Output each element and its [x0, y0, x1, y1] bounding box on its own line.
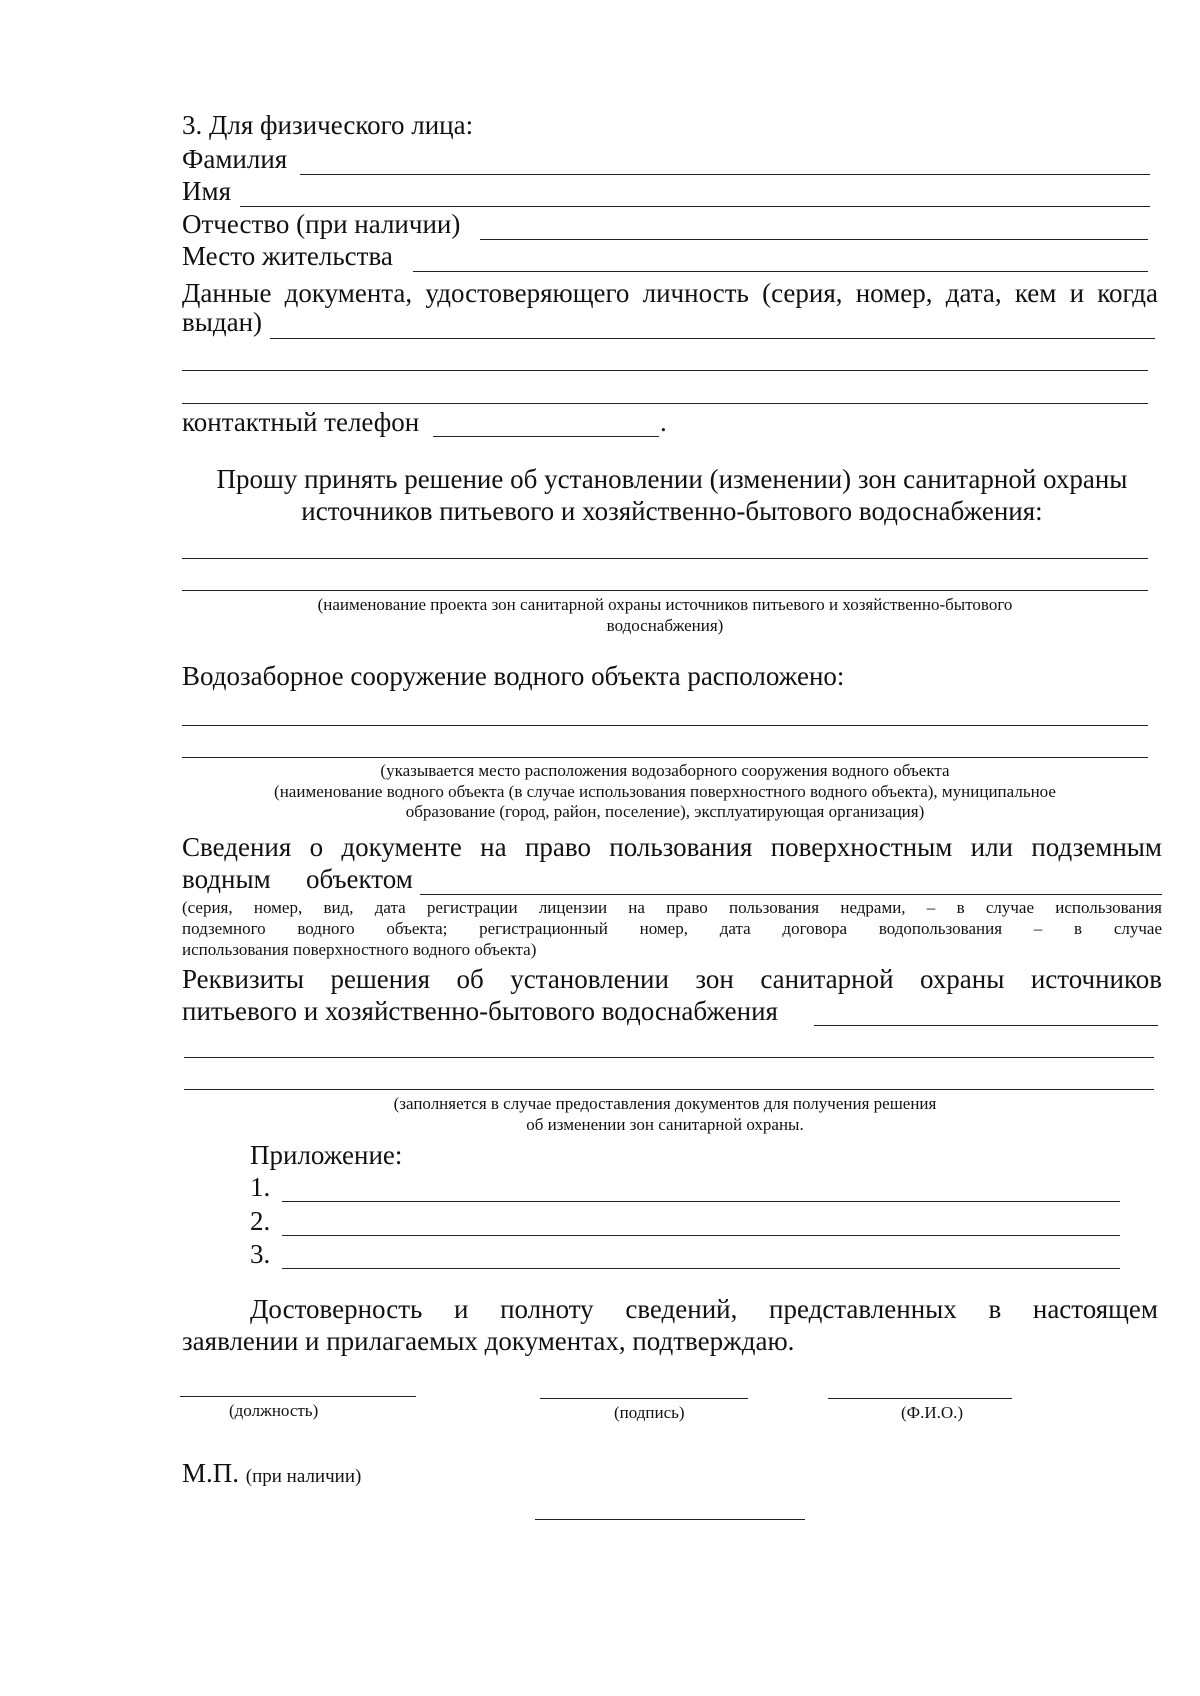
confirmation-line-2: заявлении и прилагаемых документах, подтверждаю. — [182, 1326, 795, 1356]
project-caption-line-2: водоснабжения) — [606, 616, 724, 636]
footer-rule — [535, 1519, 805, 1520]
residence-label: Место жительства — [182, 241, 393, 271]
project-name-caption — [182, 594, 1148, 637]
project-name-line-2[interactable] — [182, 590, 1148, 591]
project-name-line-1[interactable] — [182, 558, 1148, 559]
confirmation-line-1: Достоверность и полноту сведений, представленных в настоящем — [250, 1294, 1158, 1324]
intake-caption — [182, 761, 1148, 823]
intake-caption-line-1: (указывается место расположения водозаборного сооружения водного объекта — [380, 761, 950, 780]
phone-field-line[interactable] — [433, 436, 659, 437]
id-document-label-cont: выдан) — [182, 307, 263, 337]
rights-note-line-1: (серия, номер, вид, дата регистрации лицензии на право пользования недрами, – в случае использования — [182, 898, 1162, 917]
intake-line-2[interactable] — [182, 757, 1148, 758]
stamp-mp — [182, 1460, 361, 1487]
request-line-2: источников питьевого и хозяйственно-бытового водоснабжения: — [301, 496, 1043, 527]
name-label: Имя — [182, 176, 232, 206]
rights-line-2b: объектом — [306, 864, 413, 894]
attachment-field-line-1[interactable] — [282, 1201, 1120, 1202]
intake-title: Водозаборное сооружение водного объекта расположено: — [182, 661, 845, 691]
stamp-mp-note: (при наличии) — [245, 1466, 362, 1487]
attachment-number-3: 3. — [250, 1239, 271, 1269]
request-line-1: Прошу принять решение об установлении (изменении) зон санитарной охраны — [216, 464, 1128, 494]
id-document-field-line-1[interactable] — [270, 338, 1155, 339]
intake-caption-line-2: (наименование водного объекта (в случае использования поверхностного водного объекта), муниципальное — [274, 781, 1056, 801]
rights-line-2a: водным — [182, 864, 271, 894]
fio-caption: (Ф.И.О.) — [901, 1403, 964, 1422]
patronymic-label: Отчество (при наличии) — [182, 209, 461, 239]
requisites-caption-line-1: (заполняется в случае предоставления документов для получения решения — [393, 1094, 937, 1113]
rights-note-line-2: подземного водного объекта; регистрационный номер, дата договора водопользования – в случае — [182, 919, 1162, 938]
id-document-label: Данные документа, удостоверяющего личность (серия, номер, дата, кем и когда — [182, 278, 1158, 308]
requisites-field-line-3[interactable] — [184, 1089, 1154, 1090]
stamp-mp-label: М.П. — [182, 1458, 240, 1488]
requisites-caption-line-2: об изменении зон санитарной охраны. — [526, 1114, 804, 1134]
rights-note-line-3: использования поверхностного водного объекта) — [182, 940, 537, 959]
attachments-title: Приложение: — [250, 1140, 403, 1170]
fio-line[interactable] — [828, 1398, 1012, 1399]
signature-caption: (подпись) — [614, 1403, 685, 1422]
id-document-field-line-3[interactable] — [182, 403, 1148, 404]
phone-label: контактный телефон — [182, 407, 420, 437]
requisites-field-line-2[interactable] — [184, 1057, 1154, 1058]
rights-line-1: Сведения о документе на право пользования поверхностным или подземным — [182, 832, 1162, 862]
surname-field-line[interactable] — [300, 174, 1150, 175]
position-line[interactable] — [180, 1396, 416, 1397]
position-caption: (должность) — [229, 1401, 319, 1420]
attachment-field-line-3[interactable] — [282, 1268, 1120, 1269]
request-text — [182, 463, 1162, 528]
rights-field-line[interactable] — [420, 894, 1162, 895]
patronymic-field-line[interactable] — [480, 239, 1148, 240]
surname-label: Фамилия — [182, 144, 288, 174]
intake-caption-line-3: образование (город, район, поселение), эксплуатирующая организация) — [405, 802, 925, 822]
section-heading: 3. Для физического лица: — [182, 110, 474, 140]
residence-field-line[interactable] — [413, 271, 1148, 272]
name-field-line[interactable] — [240, 206, 1150, 207]
requisites-line-1: Реквизиты решения об установлении зон санитарной охраны источников — [182, 964, 1162, 994]
attachment-field-line-2[interactable] — [282, 1235, 1120, 1236]
signature-line[interactable] — [540, 1398, 748, 1399]
attachment-number-2: 2. — [250, 1206, 271, 1236]
id-document-field-line-2[interactable] — [182, 370, 1148, 371]
requisites-field-line-1[interactable] — [814, 1025, 1158, 1026]
phone-end: . — [660, 407, 667, 437]
requisites-line-2: питьевого и хозяйственно-бытового водоснабжения — [182, 996, 778, 1026]
requisites-caption — [182, 1094, 1148, 1135]
attachment-number-1: 1. — [250, 1172, 271, 1202]
project-caption-line-1: (наименование проекта зон санитарной охраны источников питьевого и хозяйственно-бытового — [317, 595, 1013, 614]
intake-line-1[interactable] — [182, 725, 1148, 726]
